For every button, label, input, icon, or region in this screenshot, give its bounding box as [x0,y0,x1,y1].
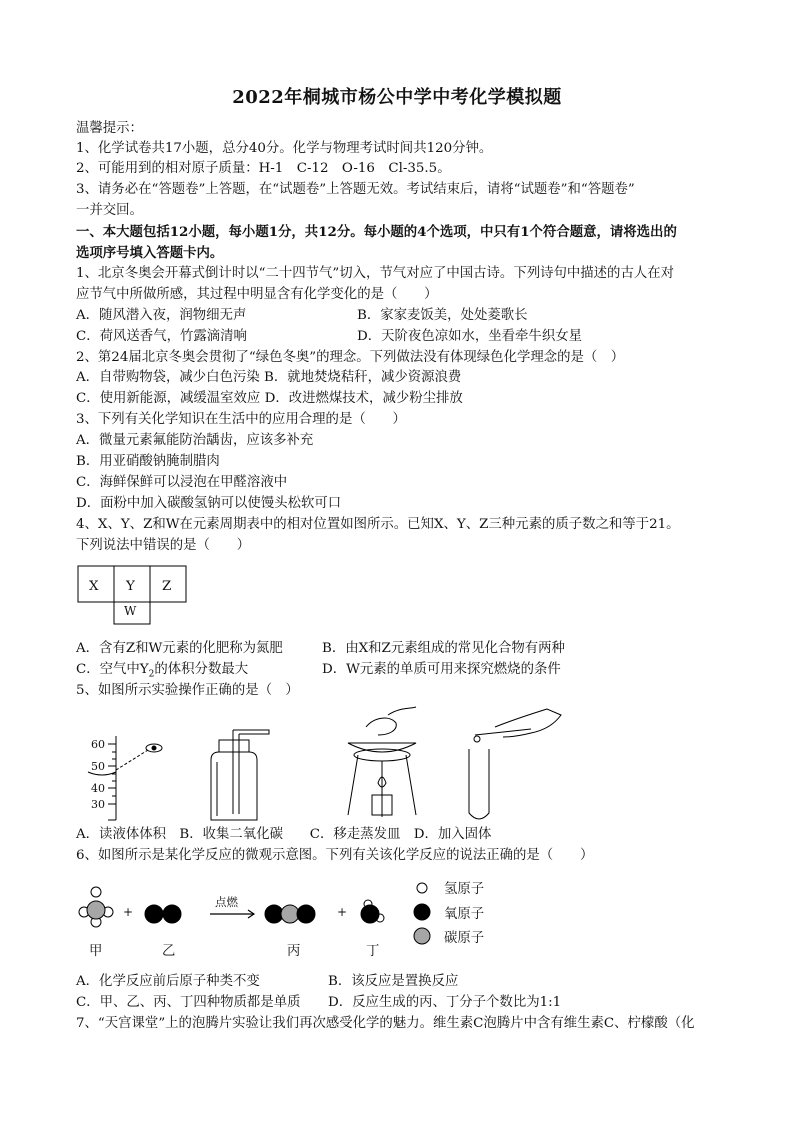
q3-option-b: B．用亚硝酸钠腌制腊肉 [76,454,220,469]
page-title: 2022年桐城市杨公中学中考化学模拟题 [232,87,562,108]
label-ding: 丁 [366,944,380,959]
reaction-condition: 点燃 [215,895,238,909]
carbon-atom-icon [414,928,430,944]
evaporating-dish-image [338,705,428,825]
q2-options-ab: A．自带购物袋，减少白色污染 B．就地焚烧秸秆，减少资源浪费 [76,370,462,385]
table-cell-z: Z [162,579,172,594]
q5-option-labels: A．读液体体积 B．收集二氧化碳 C．移走蒸发皿 D．加入固体 [76,827,492,842]
label-jia: 甲 [89,944,103,959]
q6-stem: 6、如图所示是某化学反应的微观示意图。下列有关该化学反应的说法正确的是（ ） [76,848,594,863]
legend-oxygen: 氧原子 [444,907,485,922]
q2-stem: 2、第24届北京冬奥会贯彻了“绿色冬奥”的理念。下列做法没有体现绿色化学理念的是（ ） [76,350,625,365]
plus-sign-2: + [337,905,348,919]
q1-stem-1: 1、北京冬奥会开幕式倒计时以“二十四节气”切入，节气对应了中国古诗。下列诗句中描述的古人在对 [76,266,675,281]
label-yi: 乙 [162,944,176,959]
tip-4: 一并交回。 [76,203,143,218]
gas-bottle-image [205,730,275,825]
tip-1: 1、化学试卷共17小题，总分40分。化学与物理考试时间共120分钟。 [76,141,493,156]
q1-option-b: B．家家麦饭美，处处菱歌长 [357,308,528,323]
q4-option-a: A．含有Z和W元素的化肥称为氮肥 [76,641,283,656]
q3-option-a: A．微量元素氟能防治龋齿，应该多补充 [76,433,314,448]
q6-option-d: D．反应生成的丙、丁分子个数比为1:1 [328,995,562,1010]
scale-60: 60 [91,738,105,751]
q6-option-b: B．该反应是置换反应 [328,974,459,989]
tip-3: 3、请务必在“答题卷”上答题，在“试题卷”上答题无效。考试结束后，请将“试题卷”和“答题卷” [76,182,635,197]
q3-option-d: D．面粉中加入碳酸氢钠可以使馒头松软可口 [76,496,342,511]
table-cell-y: Y [126,579,135,594]
q3-option-c: C．海鲜保鲜可以浸泡在甲醛溶液中 [76,475,288,490]
scale-30: 30 [91,798,105,811]
q7-stem: 7、“天宫课堂”上的泡腾片实验让我们再次感受化学的魅力。维生素C泡腾片中含有维生素C、柠檬酸（化 [76,1016,695,1031]
tips-heading: 温馨提示： [76,121,143,136]
table-cell-x: X [89,579,99,594]
legend-hydrogen: 氢原子 [444,882,485,897]
q5-stem: 5、如图所示实验操作正确的是（ ） [76,683,299,698]
label-bing: 丙 [287,944,301,959]
tip-2: 2、可能用到的相对原子质量：H-1 C-12 O-16 Cl-35.5。 [76,161,451,176]
legend-carbon: 碳原子 [444,931,485,946]
q4-stem-2: 下列说法中错误的是（ ） [76,538,251,553]
scale-50: 50 [91,760,105,773]
q1-option-d: D．天阶夜色凉如水，坐看牵牛织女星 [357,329,582,344]
q1-option-a: A．随风潜入夜，润物细无声 [76,308,247,323]
q4-option-c: C．空气中$Y_2$的体积分数最大 [76,662,249,680]
scale-40: 40 [91,782,105,795]
section-heading-2: 选项序号填入答题卡内。 [76,245,224,261]
q1-option-c: C．荷风送香气，竹露滴清响 [76,329,247,344]
q3-stem: 3、下列有关化学知识在生活中的应用合理的是（ ） [76,412,406,427]
table-cell-w: W [124,604,137,618]
q4-option-b: B．由X和Z元素组成的常见化合物有两种 [322,641,565,656]
oxygen-atom-icon [414,904,430,920]
plus-sign-1: + [123,905,134,919]
q1-stem-2: 应节气中所做所感，其过程中明显含有化学变化的是（ ） [76,287,438,302]
q4-option-d: D．W元素的单质可用来探究燃烧的条件 [322,662,561,677]
hydrogen-atom-icon [417,883,427,893]
test-tube-image [455,705,565,825]
q6-option-a: A．化学反应前后原子种类不变 [76,974,260,989]
q4-stem-1: 4、X、Y、Z和W在元素周期表中的相对位置如图所示。已知X、Y、Z三种元素的质子数之和等于21。 [76,517,680,532]
q6-option-c: C．甲、乙、丙、丁四种物质都是单质 [76,995,301,1010]
atom-legend [414,880,434,950]
q2-options-cd: C．使用新能源，减缓温室效应 D．改进燃煤技术，减少粉尘排放 [76,391,463,406]
section-heading-1: 一、本大题包括12小题，每小题1分，共12分。每小题的4个选项，中只有1个符合题意，请将选出的 [76,224,677,240]
